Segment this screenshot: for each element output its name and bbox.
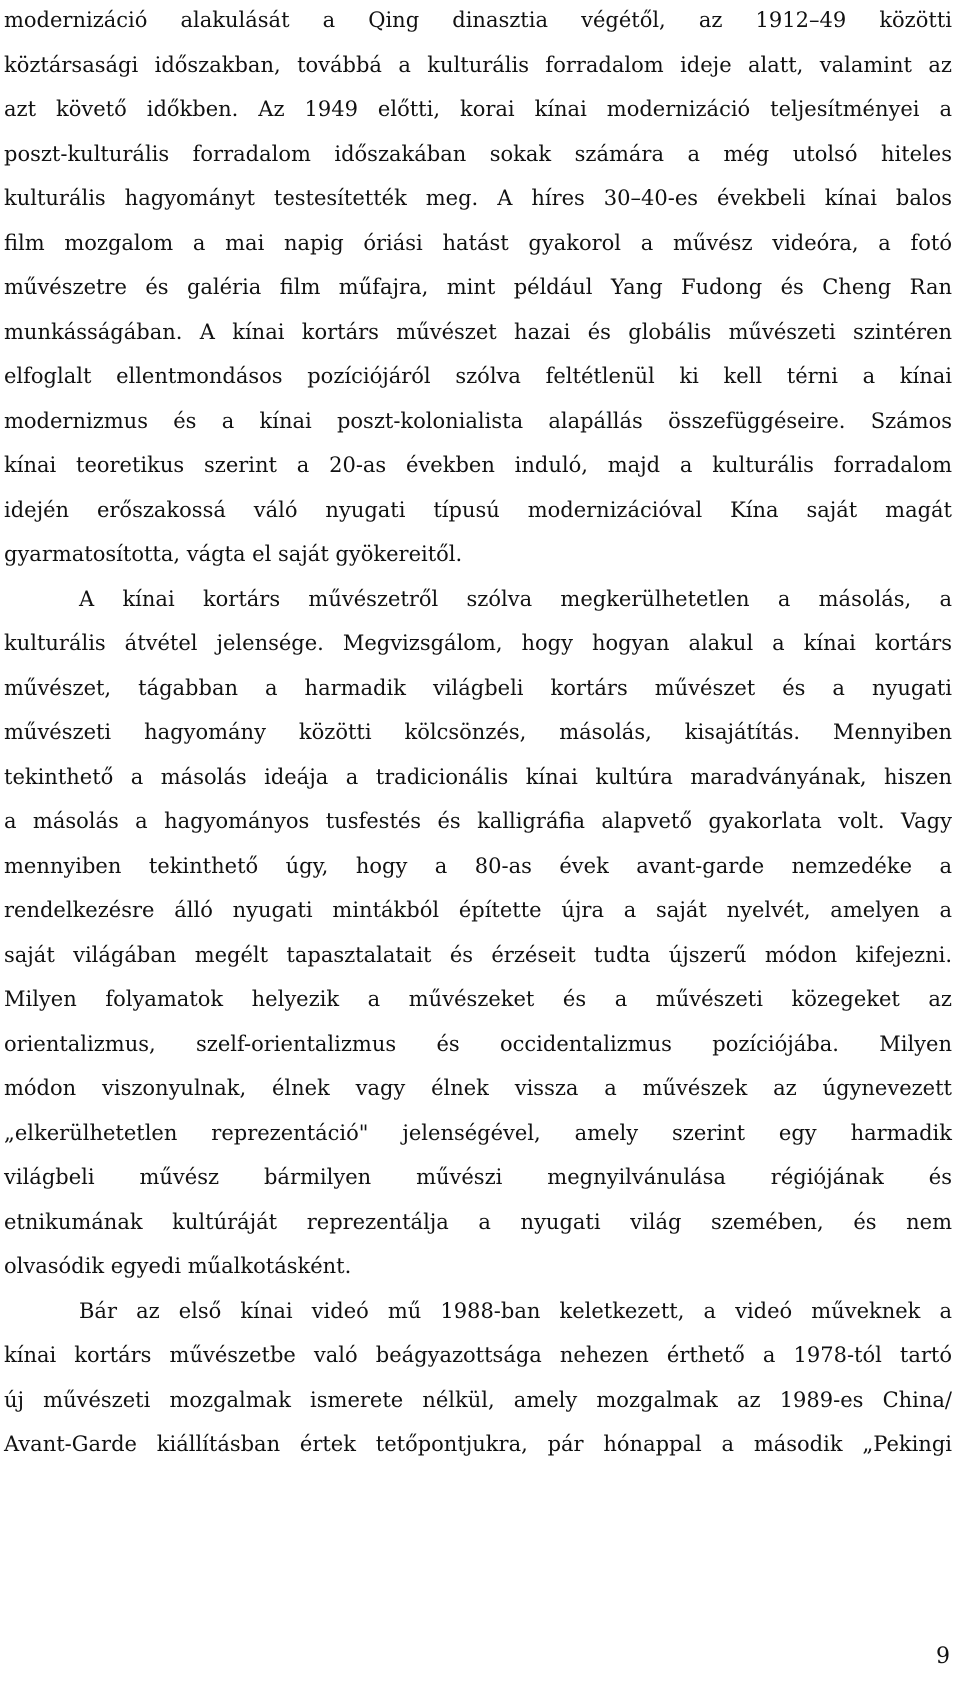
text-line: rendelkezésre álló nyugati mintákból építette újra a saját nyelvét, amelyen a <box>4 898 952 922</box>
text-line: poszt-kulturális forradalom időszakában sokak számára a még utolsó hiteles <box>4 141 952 166</box>
text-line: film mozgalom a mai napig óriási hatást gyakorol a művész videóra, a fotó <box>4 230 952 255</box>
text-line: A kínai kortárs művészetről szólva megkerülhetetlen a másolás, a <box>79 586 952 611</box>
text-line: saját világában megélt tapasztalatait és érzéseit tudta újszerű módon kifejezni. <box>4 942 952 967</box>
text-line: „elkerülhetetlen reprezentáció" jelenségével, amely szerint egy harmadik <box>4 1120 952 1145</box>
text-line: Bár az első kínai videó mű 1988-ban keletkezett, a videó műveknek a <box>79 1298 952 1323</box>
text-line: művészeti hagyomány közötti kölcsönzés, másolás, kisajátítás. Mennyiben <box>4 720 952 744</box>
text-line: orientalizmus, szelf-orientalizmus és occidentalizmus pozíciójába. Milyen <box>4 1031 952 1056</box>
text-line: munkásságában. A kínai kortárs művészet hazai és globális művészeti szintéren <box>4 319 952 344</box>
page-number: 9 <box>936 1644 950 1669</box>
text-line: modernizmus és a kínai poszt-kolonialista alapállás összefüggéseire. Számos <box>4 408 952 433</box>
paragraph-1 <box>4 0 952 577</box>
text-line: gyarmatosította, vágta el saját gyökereitől. <box>4 542 463 566</box>
text-line: Milyen folyamatok helyezik a művészeket és a művészeti közegeket az <box>4 987 952 1011</box>
text-line: elfoglalt ellentmondásos pozíciójáról szólva feltétlenül ki kell térni a kínai <box>4 364 952 388</box>
text-line: világbeli művész bármilyen művészi megnyilvánulása régiójának és <box>4 1165 952 1189</box>
text-line: modernizáció alakulását a Qing dinasztia végétől, az 1912–49 közötti <box>4 8 952 32</box>
text-line: idején erőszakossá váló nyugati típusú modernizációval Kína saját magát <box>4 497 952 522</box>
text-line: kínai kortárs művészetbe való beágyazottsága nehezen érthető a 1978-tól tartó <box>4 1343 952 1367</box>
text-line: művészet, tágabban a harmadik világbeli kortárs művészet és a nyugati <box>4 675 952 700</box>
text-line: új művészeti mozgalmak ismerete nélkül, amely mozgalmak az 1989-es China/ <box>4 1387 952 1412</box>
text-line: módon viszonyulnak, élnek vagy élnek vissza a művészek az úgynevezett <box>4 1076 952 1100</box>
paragraph-3 <box>4 1289 952 1467</box>
text-line: tekinthető a másolás ideája a tradicionális kínai kultúra maradványának, hiszen <box>4 764 952 789</box>
text-line: köztársasági időszakban, továbbá a kulturális forradalom ideje alatt, valamint az <box>4 52 952 77</box>
text-line: kínai teoretikus szerint a 20-as években induló, majd a kulturális forradalom <box>4 453 952 477</box>
text-line: olvasódik egyedi műalkotásként. <box>4 1254 352 1278</box>
text-line: kulturális hagyományt testesítették meg. A híres 30–40-es évekbeli kínai balos <box>4 186 952 210</box>
text-line: etnikumának kultúráját reprezentálja a nyugati világ szemében, és nem <box>4 1209 952 1234</box>
text-line: a másolás a hagyományos tusfestés és kalligráfia alapvető gyakorlata volt. Vagy <box>4 809 952 833</box>
text-line: Avant-Garde kiállításban értek tetőpontjukra, pár hónappal a második „Pekingi <box>4 1432 952 1456</box>
paragraph-2 <box>4 577 952 1289</box>
text-line: művészetre és galéria film műfajra, mint például Yang Fudong és Cheng Ran <box>4 275 952 299</box>
text-line: azt követő időkben. Az 1949 előtti, korai kínai modernizáció teljesítményei a <box>4 97 952 121</box>
text-line: mennyiben tekinthető úgy, hogy a 80-as évek avant-garde nemzedéke a <box>4 853 952 878</box>
text-line: kulturális átvétel jelensége. Megvizsgálom, hogy hogyan alakul a kínai kortárs <box>4 631 952 655</box>
